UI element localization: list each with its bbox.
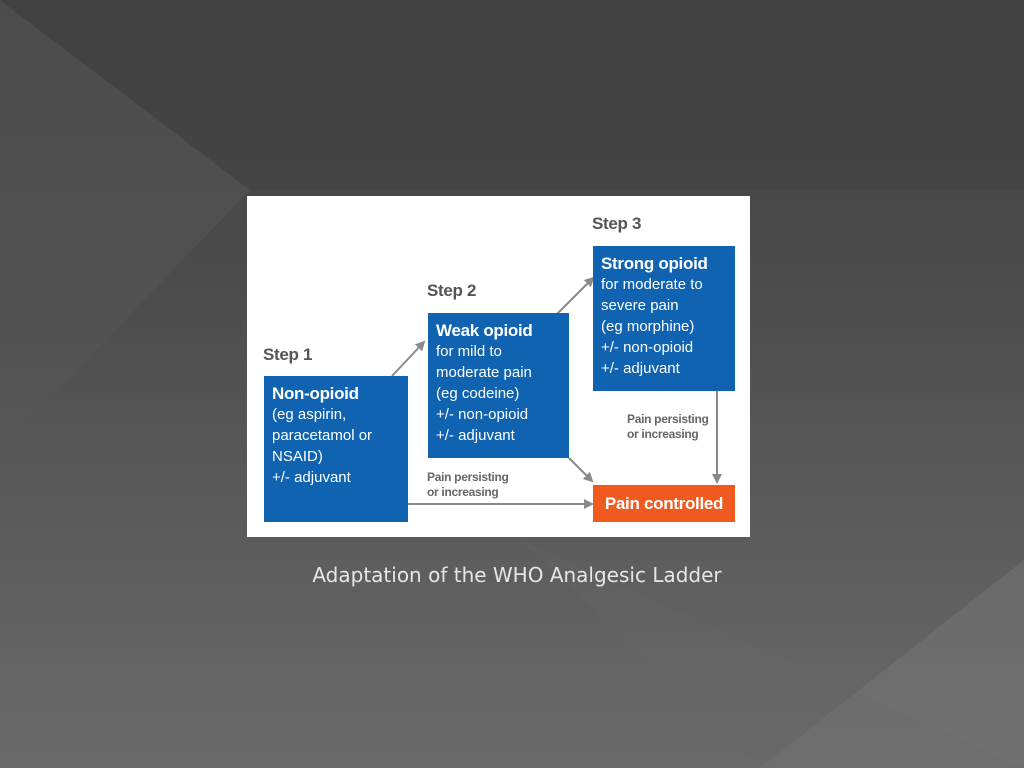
step-2-line: +/- non-opioid <box>436 406 529 423</box>
step-3-line: +/- adjuvant <box>601 360 680 377</box>
step-1-title: Non-opioid <box>272 384 359 403</box>
step-2-label: Step 2 <box>427 281 477 300</box>
note-line: Pain persisting <box>427 470 509 484</box>
step-2-line: (eg codeine) <box>436 385 520 402</box>
step-3-line: for moderate to <box>601 276 703 293</box>
step-2-line: +/- adjuvant <box>436 427 515 444</box>
step-2-line: for mild to <box>436 343 502 360</box>
note-line: or increasing <box>427 485 499 499</box>
note-line: Pain persisting <box>627 412 709 426</box>
pain-persisting-note-right <box>627 412 709 442</box>
step-2-box <box>428 313 569 458</box>
step-2-title: Weak opioid <box>436 321 533 340</box>
note-line: or increasing <box>627 427 699 441</box>
step-3-line: +/- non-opioid <box>601 339 694 356</box>
step-1-box <box>264 376 408 522</box>
who-ladder-diagram <box>247 196 750 537</box>
arrow-step1-to-step2 <box>392 342 424 376</box>
arrow-step2-to-step3 <box>557 278 593 314</box>
slide-caption: Adaptation of the WHO Analgesic Ladder <box>312 563 722 587</box>
step-3-line: (eg morphine) <box>601 318 695 335</box>
pain-persisting-note-bottom <box>427 470 509 500</box>
step-1-label: Step 1 <box>263 345 313 364</box>
step-1-line: paracetamol or <box>272 427 373 444</box>
step-3-label: Step 3 <box>592 214 642 233</box>
pain-controlled-box: Pain controlled <box>593 485 735 522</box>
step-3-title: Strong opioid <box>601 254 708 273</box>
step-2-line: moderate pain <box>436 364 532 381</box>
step-1-line: (eg aspirin, <box>272 406 347 423</box>
step-1-line: NSAID) <box>272 448 323 465</box>
arrow-step2-to-controlled <box>569 458 592 481</box>
step-1-line: +/- adjuvant <box>272 469 351 486</box>
step-3-box <box>593 246 735 391</box>
step-3-line: severe pain <box>601 297 679 314</box>
